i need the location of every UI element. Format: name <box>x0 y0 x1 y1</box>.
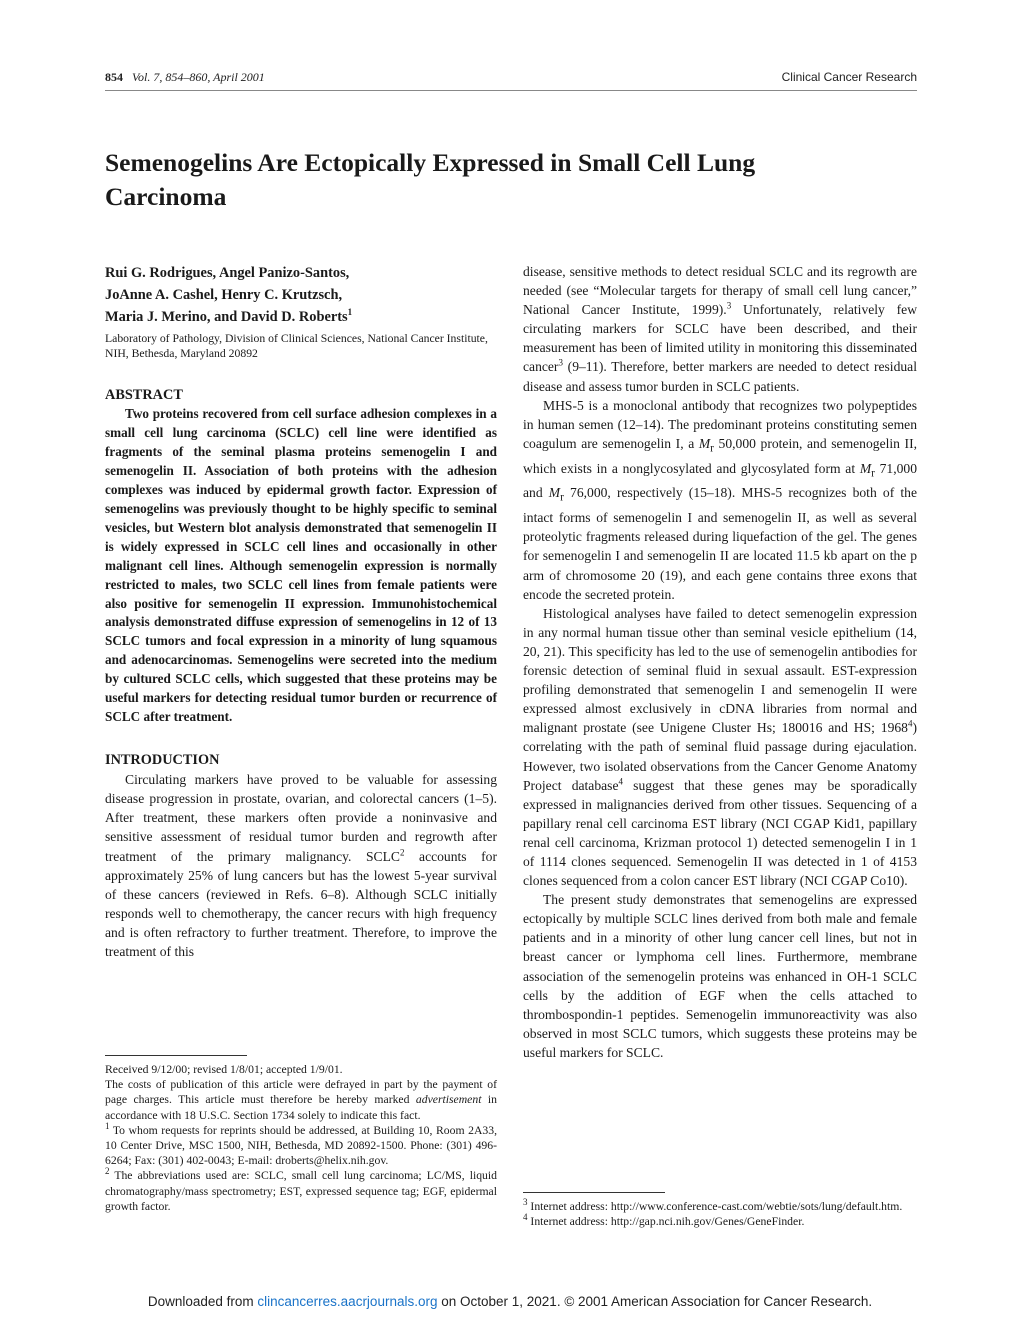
text-run: Circulating markers have proved to be valuable for assessing disease progression in prostate, ovarian, and colorectal cancers (1–5). After treatment, these markers often provide a noninvasive and sensitive assessment of residual tumor burden and regrowth after treatment of the primary malignancy. SCLC <box>105 772 497 864</box>
mr-subscript: r <box>710 442 714 455</box>
download-notice <box>60 1294 960 1310</box>
footnote-number: 2 <box>105 1166 110 1177</box>
affiliation: Laboratory of Pathology, Division of Clinical Sciences, National Cancer Institute, NIH, Bethesda, Maryland 20892 <box>105 332 488 360</box>
mr-symbol: M <box>859 460 872 476</box>
text-run: 50,000 protein, and semenogelin II, which exists in a nonglycosylated and glycosylated form at <box>523 435 917 476</box>
text-run: MHS-5 is a monoclonal antibody that recognizes two polypeptides in human semen (12–14). The predominant proteins constituting semen coagulum are semenogelin I, a <box>523 397 917 451</box>
body-paragraph <box>523 396 917 604</box>
footnote-text: To whom requests for reprints should be addressed, at Building 10, Room 2A33, 10 Center Drive, MSC 1500, NIH, Bethesda, MD 20892-1500. Phone: (301) 496-6264; Fax: (301) 402-0043; E-mail: droberts@helix.nih.gov. <box>105 1123 497 1168</box>
text-run: ) correlating with the path of seminal fluid passage during ejaculation. However, two isolated observations from the Cancer Genome Anatomy Project database <box>523 720 917 793</box>
author-list <box>105 262 497 328</box>
footnote-marker: 4 <box>618 776 623 787</box>
footnote-number: 1 <box>105 1120 110 1131</box>
footnote-marker: 2 <box>399 847 405 858</box>
text-run: 71,000 and <box>523 460 918 501</box>
text-run: (9–11). Therefore, better markers are needed to detect residual disease and assess tumor burden in SCLC patients. <box>523 359 917 394</box>
footnote-2 <box>105 1168 497 1214</box>
page-number: 854 <box>105 70 123 84</box>
download-prefix: Downloaded from <box>147 1294 258 1309</box>
footnote-marker: 4 <box>907 718 913 729</box>
mr-subscript: r <box>871 467 875 480</box>
abstract-text: Two proteins recovered from cell surface adhesion complexes in a small cell lung carcinoma (SCLC) cell line were identified as fragments of the seminal plasma proteins semenogelin I and semenogelin II. Association of both proteins with the adhesion complexes was induced by epidermal growth factor. Expression of semenogelins was previously thought to be highly specific to seminal vesicles, but Western blot analysis demonstrated that semenogelin II is widely expressed in SCLC cell lines and occasionally in other malignant cell lines. Although semenogelin expression is normally restricted to males, two SCLC cell lines from female patients were also positive for semenogelin II expression. Immunohistochemical analysis demonstrated diffuse expression of semenogelins in 12 of 13 SCLC tumors and focal expression in a minority of lung squamous and adenocarcinomas. Semenogelins were secreted into the medium by cultured SCLC cells, which suggested that these proteins may be useful markers for detecting residual tumor burden or recurrence of SCLC after treatment. <box>105 406 497 725</box>
mr-symbol: M <box>698 435 711 451</box>
text-run: accounts for approximately 25% of lung cancers but has the lowest 5-year survival of these cancers (reviewed in Refs. 6–8). Although SCLC initially responds well to chemotherapy, the cancer recurs with high frequency and is often refractory to further treatment. Therefore, to improve the treatment of this <box>105 848 497 960</box>
footnote-marker: 3 <box>726 300 732 311</box>
download-suffix: on October 1, 2021. © 2001 American Association for Cancer Research. <box>437 1294 873 1309</box>
text-run: Histological analyses have failed to detect semenogelin expression in any normal human tissue other than seminal vesicle epithelium (14, 20, 21). This specificity has led to the use of semenogelin antibodies for forensic detection of seminal fluid in sexual assault. EST-expression profiling demonstrated that semenogelin I and semenogelin II were expressed almost exclusively in cDNA libraries from normal and malignant prostate (see Unigene Cluster Hs; 180016 and HS; 1968 <box>523 605 917 736</box>
footnotes-right <box>523 1192 917 1229</box>
article-title: Semenogelins Are Ectopically Expressed in Small Cell Lung Carcinoma <box>105 148 756 211</box>
text-run: Unfortunately, relatively few circulating markers for SCLC have been described, and their measurement has been of limited utility in monitoring this disseminated cancer <box>523 302 918 375</box>
body-paragraph <box>523 604 917 890</box>
footnote-1 <box>105 1120 497 1169</box>
left-column <box>105 262 497 961</box>
footnote-number: 3 <box>523 1197 528 1208</box>
introduction-heading: INTRODUCTION <box>105 752 220 769</box>
footnote-number: 4 <box>523 1212 528 1223</box>
intro-paragraph <box>105 770 497 961</box>
footnote-rule <box>523 1192 665 1193</box>
header-rule <box>105 90 917 91</box>
volume-info: Vol. 7, 854–860, April 2001 <box>132 70 265 84</box>
body-paragraph: The present study demonstrates that semenogelins are expressed ectopically by multiple SCLC lines derived from both male and female patients and in a minority of other lung cancer cell lines, but not in breast cancer or lymphoma cell lines. Furthermore, membrane association of the semenogelin proteins was enhanced in OH-1 SCLC cells by the addition of EGF when the cells attached to thrombospondin-1 peptides. Semenogelin immunoreactivity was also observed in most SCLC tumors, which suggests these proteins may be useful markers for SCLC. <box>523 892 917 1060</box>
author-line: Rui G. Rodrigues, Angel Panizo-Santos, <box>105 265 350 281</box>
footnote-marker: 3 <box>558 357 563 368</box>
publication-cost-note <box>105 1077 497 1123</box>
author-line: JoAnne A. Cashel, Henry C. Krutzsch, <box>105 287 343 303</box>
text-run: suggest that these genes may be sporadically expressed in malignancies derived from other tissues. Sequencing of a papillary renal cell carcinoma EST library (NCI CGAP Kid1, papillary renal cell carcinoma, Krizman protocol 1) detected semenogelin I in 1 of 1114 clones sequenced. Semenogelin II was detected in 1 of 4153 clones sequenced from a colon cancer EST library (NCI CGAP Co10). <box>523 777 917 889</box>
journal-name: Clinical Cancer Research <box>781 70 917 84</box>
author-line <box>105 306 497 328</box>
text-run-italic: advertisement <box>415 1093 482 1107</box>
footnote-marker: 1 <box>347 307 353 318</box>
footnote-text: Internet address: http://gap.nci.nih.gov/Genes/GeneFinder. <box>527 1215 805 1229</box>
mr-symbol: M <box>548 485 561 501</box>
author-line-text: Maria J. Merino, and David D. Roberts <box>105 309 348 325</box>
received-dates: Received 9/12/00; revised 1/8/01; accepted 1/9/01. <box>105 1063 343 1076</box>
running-header <box>105 70 917 85</box>
journal-site-link[interactable]: clincancerres.aacrjournals.org <box>257 1294 438 1309</box>
text-run: disease, sensitive methods to detect residual SCLC and its regrowth are needed (see “Molecular targets for therapy of small cell lung cancer,” National Cancer Institute, 1999). <box>523 264 917 318</box>
footnote-text: Internet address: http://www.conference-cast.com/webtie/sots/lung/default.htm. <box>527 1200 903 1213</box>
abstract-heading: ABSTRACT <box>105 387 183 403</box>
text-run: in accordance with 18 U.S.C. Section 1734 solely to indicate this fact. <box>105 1093 497 1122</box>
mr-subscript: r <box>560 492 564 505</box>
footnote-3 <box>523 1199 917 1214</box>
body-paragraph <box>523 262 917 396</box>
footnotes-left <box>105 1055 497 1214</box>
text-run: 76,000, respectively (15–18). MHS-5 recognizes both of the intact forms of semenogelin I and semenogelin II, as well as several proteolytic fragments released during liquefaction of the gel. The genes for semenogelin I and semenogelin II are located 11.5 kb apart on the p arm of chromosome 20 (19), and each gene contains three exons that encode the secreted protein. <box>523 485 917 602</box>
footnote-text: The abbreviations used are: SCLC, small cell lung carcinoma; LC/MS, liquid chromatography/mass spectrometry; EST, expressed sequence tag; EGF, epidermal growth factor. <box>105 1169 497 1213</box>
text-run: The costs of publication of this article were defrayed in part by the payment of page charges. This article must therefore be hereby marked <box>105 1078 497 1107</box>
footnote-4 <box>523 1214 917 1229</box>
right-column <box>523 262 917 1062</box>
footnote-rule <box>105 1055 247 1056</box>
